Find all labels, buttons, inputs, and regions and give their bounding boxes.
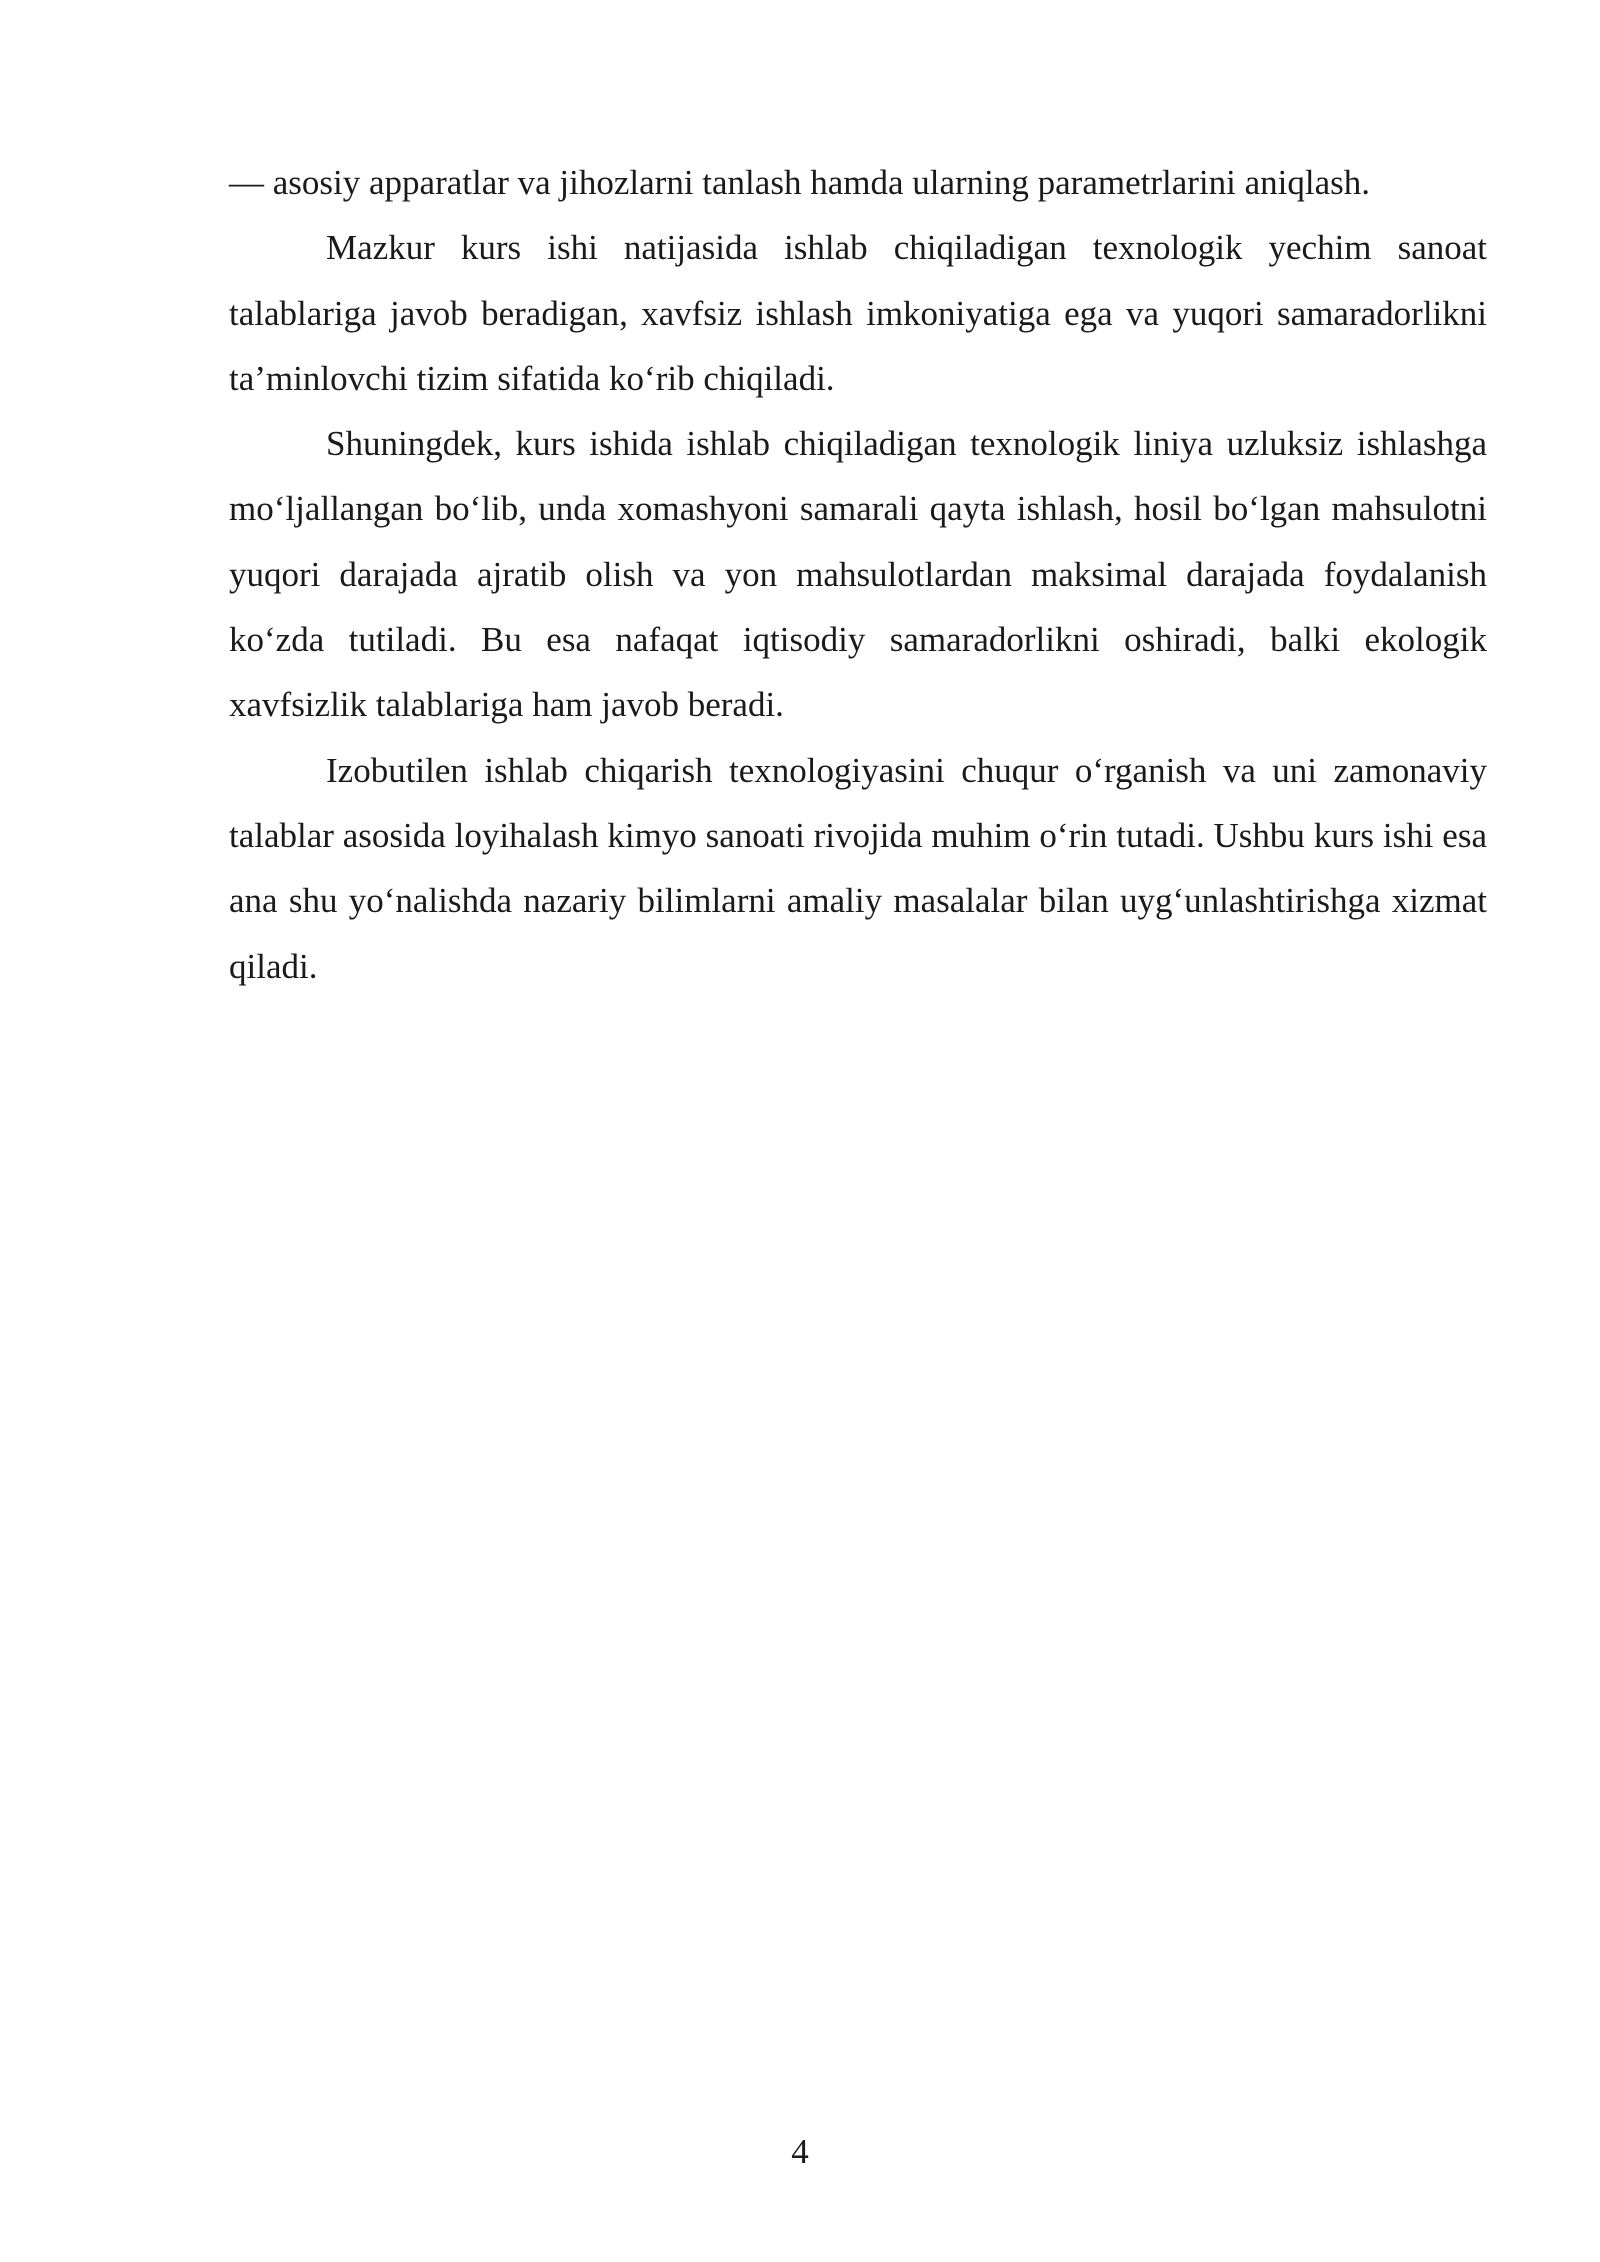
paragraph-isobutylene-study: Izobutilen ishlab chiqarish texnologiyasini chuqur oʻrganish va uni zamonaviy talablar asosida loyihalash kimyo sanoati rivojida muhim oʻrin tutadi. Ushbu kurs ishi esa ana shu yoʻnalishda nazariy bilimlarni amaliy masalalar bilan uygʻunlashtirishga xizmat qiladi. xyxy=(229,750,1487,986)
paragraph-production-line: Shuningdek, kurs ishida ishlab chiqiladigan texnologik liniya uzluksiz ishlashga moʻljallangan boʻlib, unda xomashyoni samarali qayta ishlash, hosil boʻlgan mahsulotni yuqori darajada ajratib olish va yon mahsulotlardan maksimal darajada foydalanish koʻzda tutiladi. Bu esa nafaqat iqtisodiy samaradorlikni oshiradi, balki ekologik xavfsizlik talablariga ham javob beradi. xyxy=(229,424,1487,725)
body-text xyxy=(229,150,1487,999)
paragraph-course-outcome: Mazkur kurs ishi natijasida ishlab chiqiladigan texnologik yechim sanoat talablariga javob beradigan, xavfsiz ishlash imkoniyatiga ega va yuqori samaradorlikni ta’minlovchi tizim sifatida koʻrib chiqiladi. xyxy=(229,228,1487,398)
paragraph-list-item: — asosiy apparatlar va jihozlarni tanlash hamda ularning parametrlarini aniqlash. xyxy=(229,163,1370,202)
page-number: 4 xyxy=(791,2132,809,2171)
